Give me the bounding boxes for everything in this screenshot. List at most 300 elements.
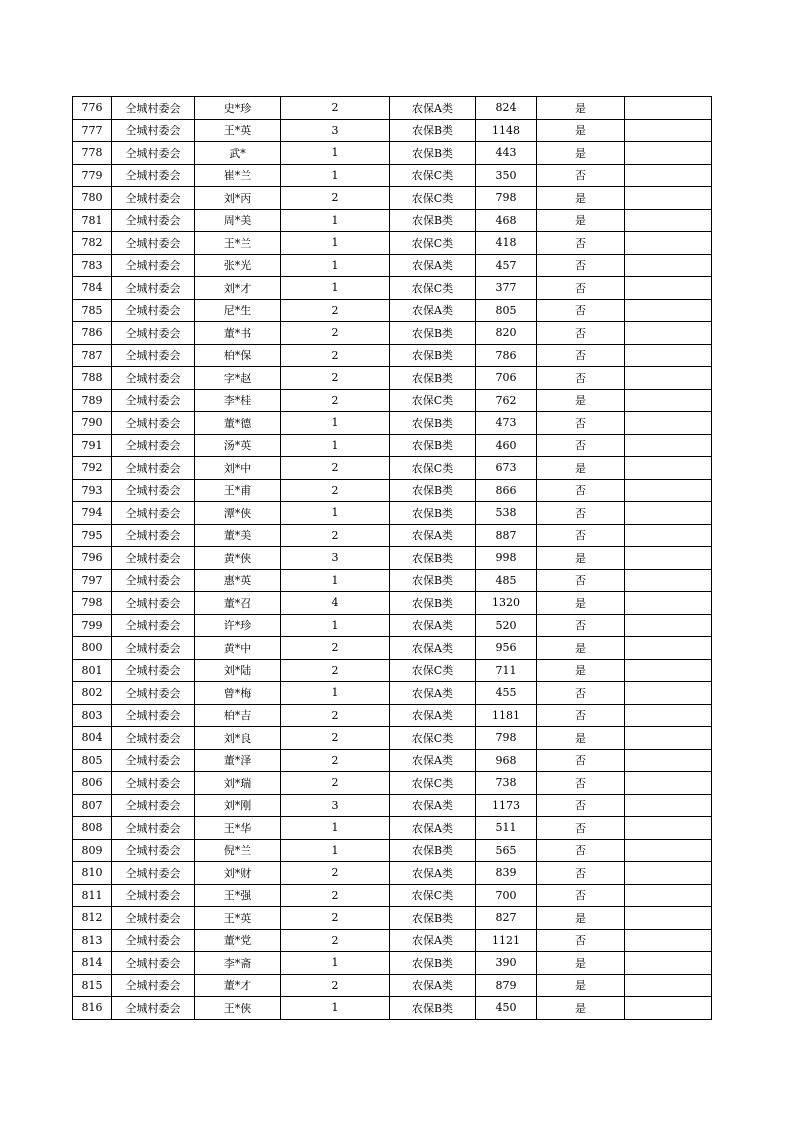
amount-cell: 700: [476, 884, 537, 907]
household-count-cell: 2: [281, 727, 390, 750]
household-count-cell: 1: [281, 839, 390, 862]
eligibility-cell: 是: [537, 119, 625, 142]
insurance-category-cell: 农保C类: [390, 884, 476, 907]
remarks-cell: [625, 232, 712, 255]
insurance-category-cell: 农保A类: [390, 614, 476, 637]
insurance-category-cell: 农保C类: [390, 277, 476, 300]
household-count-cell: 1: [281, 817, 390, 840]
remarks-cell: [625, 997, 712, 1020]
insurance-category-cell: 农保C类: [390, 772, 476, 795]
name-cell: 刘*瑞: [195, 772, 281, 795]
name-cell: 刘*陆: [195, 659, 281, 682]
amount-cell: 460: [476, 434, 537, 457]
row-number-cell: 815: [73, 974, 112, 997]
amount-cell: 968: [476, 749, 537, 772]
household-count-cell: 2: [281, 322, 390, 345]
name-cell: 武*: [195, 142, 281, 165]
eligibility-cell: 否: [537, 412, 625, 435]
remarks-cell: [625, 479, 712, 502]
amount-cell: 998: [476, 547, 537, 570]
amount-cell: 673: [476, 457, 537, 480]
remarks-cell: [625, 434, 712, 457]
insurance-category-cell: 农保B类: [390, 119, 476, 142]
name-cell: 柏*保: [195, 344, 281, 367]
amount-cell: 820: [476, 322, 537, 345]
household-count-cell: 1: [281, 142, 390, 165]
amount-cell: 468: [476, 209, 537, 232]
eligibility-cell: 否: [537, 839, 625, 862]
table-row: [73, 502, 712, 525]
village-cell: 仝城村委会: [112, 434, 195, 457]
row-number-cell: 776: [73, 97, 112, 120]
amount-cell: 1173: [476, 794, 537, 817]
table-row: [73, 862, 712, 885]
amount-cell: 390: [476, 952, 537, 975]
eligibility-cell: 否: [537, 344, 625, 367]
household-count-cell: 2: [281, 974, 390, 997]
eligibility-cell: 否: [537, 704, 625, 727]
remarks-cell: [625, 907, 712, 930]
insurance-category-cell: 农保B类: [390, 592, 476, 615]
remarks-cell: [625, 749, 712, 772]
table-row: [73, 592, 712, 615]
insurance-category-cell: 农保B类: [390, 344, 476, 367]
amount-cell: 956: [476, 637, 537, 660]
eligibility-cell: 否: [537, 502, 625, 525]
table-row: [73, 524, 712, 547]
amount-cell: 879: [476, 974, 537, 997]
insurance-category-cell: 农保A类: [390, 974, 476, 997]
row-number-cell: 801: [73, 659, 112, 682]
amount-cell: 1320: [476, 592, 537, 615]
insurance-category-cell: 农保B类: [390, 367, 476, 390]
insurance-category-cell: 农保A类: [390, 817, 476, 840]
row-number-cell: 783: [73, 254, 112, 277]
village-cell: 仝城村委会: [112, 547, 195, 570]
household-count-cell: 2: [281, 862, 390, 885]
village-cell: 仝城村委会: [112, 232, 195, 255]
village-cell: 仝城村委会: [112, 457, 195, 480]
records-table-body: [73, 97, 712, 1020]
insurance-category-cell: 农保B类: [390, 434, 476, 457]
remarks-cell: [625, 547, 712, 570]
amount-cell: 377: [476, 277, 537, 300]
village-cell: 仝城村委会: [112, 299, 195, 322]
household-count-cell: 1: [281, 952, 390, 975]
row-number-cell: 777: [73, 119, 112, 142]
row-number-cell: 812: [73, 907, 112, 930]
remarks-cell: [625, 929, 712, 952]
table-row: [73, 749, 712, 772]
table-row: [73, 929, 712, 952]
table-row: [73, 322, 712, 345]
village-cell: 仝城村委会: [112, 119, 195, 142]
village-cell: 仝城村委会: [112, 142, 195, 165]
row-number-cell: 810: [73, 862, 112, 885]
table-row: [73, 367, 712, 390]
village-cell: 仝城村委会: [112, 592, 195, 615]
name-cell: 字*赵: [195, 367, 281, 390]
household-count-cell: 2: [281, 299, 390, 322]
remarks-cell: [625, 142, 712, 165]
amount-cell: 762: [476, 389, 537, 412]
row-number-cell: 791: [73, 434, 112, 457]
row-number-cell: 785: [73, 299, 112, 322]
insurance-category-cell: 农保A类: [390, 254, 476, 277]
table-row: [73, 97, 712, 120]
remarks-cell: [625, 97, 712, 120]
household-count-cell: 2: [281, 772, 390, 795]
remarks-cell: [625, 344, 712, 367]
row-number-cell: 798: [73, 592, 112, 615]
name-cell: 尼*生: [195, 299, 281, 322]
insurance-category-cell: 农保B类: [390, 907, 476, 930]
amount-cell: 1148: [476, 119, 537, 142]
household-count-cell: 2: [281, 884, 390, 907]
eligibility-cell: 是: [537, 974, 625, 997]
row-number-cell: 814: [73, 952, 112, 975]
eligibility-cell: 是: [537, 952, 625, 975]
row-number-cell: 779: [73, 164, 112, 187]
table-row: [73, 682, 712, 705]
name-cell: 董*召: [195, 592, 281, 615]
household-count-cell: 1: [281, 682, 390, 705]
remarks-cell: [625, 794, 712, 817]
eligibility-cell: 是: [537, 727, 625, 750]
table-row: [73, 119, 712, 142]
eligibility-cell: 是: [537, 142, 625, 165]
remarks-cell: [625, 659, 712, 682]
table-row: [73, 839, 712, 862]
row-number-cell: 792: [73, 457, 112, 480]
row-number-cell: 787: [73, 344, 112, 367]
eligibility-cell: 否: [537, 862, 625, 885]
amount-cell: 866: [476, 479, 537, 502]
amount-cell: 538: [476, 502, 537, 525]
row-number-cell: 804: [73, 727, 112, 750]
village-cell: 仝城村委会: [112, 322, 195, 345]
household-count-cell: 1: [281, 254, 390, 277]
table-row: [73, 637, 712, 660]
household-count-cell: 3: [281, 547, 390, 570]
remarks-cell: [625, 772, 712, 795]
remarks-cell: [625, 322, 712, 345]
village-cell: 仝城村委会: [112, 952, 195, 975]
name-cell: 柏*吉: [195, 704, 281, 727]
household-count-cell: 1: [281, 277, 390, 300]
eligibility-cell: 否: [537, 614, 625, 637]
eligibility-cell: 否: [537, 817, 625, 840]
remarks-cell: [625, 412, 712, 435]
eligibility-cell: 否: [537, 682, 625, 705]
household-count-cell: 1: [281, 614, 390, 637]
village-cell: 仝城村委会: [112, 479, 195, 502]
amount-cell: 473: [476, 412, 537, 435]
household-count-cell: 2: [281, 749, 390, 772]
household-count-cell: 2: [281, 637, 390, 660]
amount-cell: 824: [476, 97, 537, 120]
eligibility-cell: 否: [537, 749, 625, 772]
eligibility-cell: 否: [537, 322, 625, 345]
name-cell: 王*华: [195, 817, 281, 840]
village-cell: 仝城村委会: [112, 367, 195, 390]
row-number-cell: 805: [73, 749, 112, 772]
table-row: [73, 142, 712, 165]
insurance-category-cell: 农保A类: [390, 637, 476, 660]
row-number-cell: 788: [73, 367, 112, 390]
row-number-cell: 802: [73, 682, 112, 705]
insurance-category-cell: 农保B类: [390, 502, 476, 525]
eligibility-cell: 是: [537, 209, 625, 232]
insurance-category-cell: 农保A类: [390, 704, 476, 727]
name-cell: 刘*丙: [195, 187, 281, 210]
insurance-category-cell: 农保C类: [390, 232, 476, 255]
household-count-cell: 2: [281, 389, 390, 412]
eligibility-cell: 是: [537, 97, 625, 120]
amount-cell: 565: [476, 839, 537, 862]
name-cell: 史*珍: [195, 97, 281, 120]
row-number-cell: 790: [73, 412, 112, 435]
insurance-category-cell: 农保B类: [390, 997, 476, 1020]
amount-cell: 798: [476, 727, 537, 750]
remarks-cell: [625, 299, 712, 322]
row-number-cell: 794: [73, 502, 112, 525]
table-row: [73, 817, 712, 840]
remarks-cell: [625, 524, 712, 547]
eligibility-cell: 否: [537, 479, 625, 502]
eligibility-cell: 否: [537, 254, 625, 277]
eligibility-cell: 否: [537, 299, 625, 322]
village-cell: 仝城村委会: [112, 817, 195, 840]
village-cell: 仝城村委会: [112, 569, 195, 592]
amount-cell: 443: [476, 142, 537, 165]
name-cell: 周*美: [195, 209, 281, 232]
name-cell: 董*泽: [195, 749, 281, 772]
row-number-cell: 807: [73, 794, 112, 817]
insurance-category-cell: 农保C类: [390, 389, 476, 412]
name-cell: 王*兰: [195, 232, 281, 255]
remarks-cell: [625, 839, 712, 862]
row-number-cell: 806: [73, 772, 112, 795]
row-number-cell: 797: [73, 569, 112, 592]
eligibility-cell: 否: [537, 929, 625, 952]
amount-cell: 839: [476, 862, 537, 885]
remarks-cell: [625, 817, 712, 840]
remarks-cell: [625, 187, 712, 210]
name-cell: 王*甫: [195, 479, 281, 502]
eligibility-cell: 是: [537, 592, 625, 615]
insurance-category-cell: 农保C类: [390, 457, 476, 480]
village-cell: 仝城村委会: [112, 772, 195, 795]
table-row: [73, 299, 712, 322]
village-cell: 仝城村委会: [112, 997, 195, 1020]
table-row: [73, 209, 712, 232]
eligibility-cell: 否: [537, 277, 625, 300]
household-count-cell: 3: [281, 794, 390, 817]
amount-cell: 455: [476, 682, 537, 705]
village-cell: 仝城村委会: [112, 412, 195, 435]
eligibility-cell: 是: [537, 187, 625, 210]
eligibility-cell: 是: [537, 457, 625, 480]
table-row: [73, 344, 712, 367]
household-count-cell: 2: [281, 97, 390, 120]
name-cell: 刘*中: [195, 457, 281, 480]
name-cell: 黄*中: [195, 637, 281, 660]
eligibility-cell: 否: [537, 367, 625, 390]
household-count-cell: 2: [281, 187, 390, 210]
eligibility-cell: 是: [537, 637, 625, 660]
insurance-category-cell: 农保A类: [390, 97, 476, 120]
eligibility-cell: 否: [537, 794, 625, 817]
row-number-cell: 799: [73, 614, 112, 637]
household-count-cell: 1: [281, 997, 390, 1020]
table-row: [73, 479, 712, 502]
household-count-cell: 3: [281, 119, 390, 142]
household-count-cell: 2: [281, 524, 390, 547]
eligibility-cell: 否: [537, 434, 625, 457]
household-count-cell: 1: [281, 569, 390, 592]
name-cell: 王*俠: [195, 997, 281, 1020]
table-row: [73, 952, 712, 975]
remarks-cell: [625, 682, 712, 705]
table-row: [73, 704, 712, 727]
village-cell: 仝城村委会: [112, 839, 195, 862]
remarks-cell: [625, 862, 712, 885]
amount-cell: 805: [476, 299, 537, 322]
insurance-category-cell: 农保A类: [390, 299, 476, 322]
household-count-cell: 2: [281, 457, 390, 480]
table-row: [73, 434, 712, 457]
name-cell: 刘*财: [195, 862, 281, 885]
insurance-category-cell: 农保C类: [390, 659, 476, 682]
village-cell: 仝城村委会: [112, 659, 195, 682]
amount-cell: 1121: [476, 929, 537, 952]
village-cell: 仝城村委会: [112, 209, 195, 232]
eligibility-cell: 是: [537, 907, 625, 930]
insurance-category-cell: 农保A类: [390, 682, 476, 705]
table-row: [73, 727, 712, 750]
household-count-cell: 2: [281, 479, 390, 502]
amount-cell: 485: [476, 569, 537, 592]
row-number-cell: 803: [73, 704, 112, 727]
village-cell: 仝城村委会: [112, 862, 195, 885]
name-cell: 许*珍: [195, 614, 281, 637]
name-cell: 倪*兰: [195, 839, 281, 862]
household-count-cell: 2: [281, 344, 390, 367]
eligibility-cell: 否: [537, 772, 625, 795]
remarks-cell: [625, 254, 712, 277]
village-cell: 仝城村委会: [112, 277, 195, 300]
household-count-cell: 1: [281, 412, 390, 435]
name-cell: 李*桂: [195, 389, 281, 412]
amount-cell: 511: [476, 817, 537, 840]
eligibility-cell: 是: [537, 997, 625, 1020]
name-cell: 黄*俠: [195, 547, 281, 570]
table-row: [73, 232, 712, 255]
household-count-cell: 1: [281, 502, 390, 525]
remarks-cell: [625, 952, 712, 975]
table-row: [73, 457, 712, 480]
name-cell: 刘*刚: [195, 794, 281, 817]
insurance-category-cell: 农保C类: [390, 727, 476, 750]
eligibility-cell: 是: [537, 547, 625, 570]
name-cell: 惠*英: [195, 569, 281, 592]
table-row: [73, 772, 712, 795]
eligibility-cell: 是: [537, 389, 625, 412]
village-cell: 仝城村委会: [112, 502, 195, 525]
insurance-category-cell: 农保B类: [390, 412, 476, 435]
insurance-category-cell: 农保A类: [390, 862, 476, 885]
name-cell: 刘*良: [195, 727, 281, 750]
table-row: [73, 569, 712, 592]
name-cell: 董*美: [195, 524, 281, 547]
village-cell: 仝城村委会: [112, 254, 195, 277]
amount-cell: 350: [476, 164, 537, 187]
village-cell: 仝城村委会: [112, 614, 195, 637]
table-row: [73, 277, 712, 300]
row-number-cell: 811: [73, 884, 112, 907]
amount-cell: 1181: [476, 704, 537, 727]
household-count-cell: 2: [281, 929, 390, 952]
name-cell: 崔*兰: [195, 164, 281, 187]
name-cell: 张*光: [195, 254, 281, 277]
name-cell: 董*书: [195, 322, 281, 345]
table-row: [73, 547, 712, 570]
amount-cell: 418: [476, 232, 537, 255]
table-row: [73, 614, 712, 637]
amount-cell: 786: [476, 344, 537, 367]
household-count-cell: 2: [281, 367, 390, 390]
amount-cell: 450: [476, 997, 537, 1020]
village-cell: 仝城村委会: [112, 97, 195, 120]
amount-cell: 711: [476, 659, 537, 682]
remarks-cell: [625, 502, 712, 525]
table-row: [73, 412, 712, 435]
remarks-cell: [625, 119, 712, 142]
village-cell: 仝城村委会: [112, 637, 195, 660]
amount-cell: 798: [476, 187, 537, 210]
insurance-category-cell: 农保A类: [390, 749, 476, 772]
row-number-cell: 808: [73, 817, 112, 840]
household-count-cell: 1: [281, 164, 390, 187]
name-cell: 李*斋: [195, 952, 281, 975]
insurance-category-cell: 农保B类: [390, 142, 476, 165]
village-cell: 仝城村委会: [112, 344, 195, 367]
amount-cell: 827: [476, 907, 537, 930]
records-table: [72, 96, 712, 1020]
row-number-cell: 789: [73, 389, 112, 412]
remarks-cell: [625, 367, 712, 390]
table-row: [73, 389, 712, 412]
remarks-cell: [625, 884, 712, 907]
household-count-cell: 2: [281, 659, 390, 682]
table-row: [73, 794, 712, 817]
household-count-cell: 2: [281, 704, 390, 727]
eligibility-cell: 否: [537, 569, 625, 592]
table-row: [73, 659, 712, 682]
table-row: [73, 187, 712, 210]
row-number-cell: 800: [73, 637, 112, 660]
village-cell: 仝城村委会: [112, 682, 195, 705]
row-number-cell: 780: [73, 187, 112, 210]
village-cell: 仝城村委会: [112, 524, 195, 547]
table-row: [73, 997, 712, 1020]
amount-cell: 887: [476, 524, 537, 547]
name-cell: 董*党: [195, 929, 281, 952]
row-number-cell: 784: [73, 277, 112, 300]
village-cell: 仝城村委会: [112, 389, 195, 412]
insurance-category-cell: 农保B类: [390, 479, 476, 502]
